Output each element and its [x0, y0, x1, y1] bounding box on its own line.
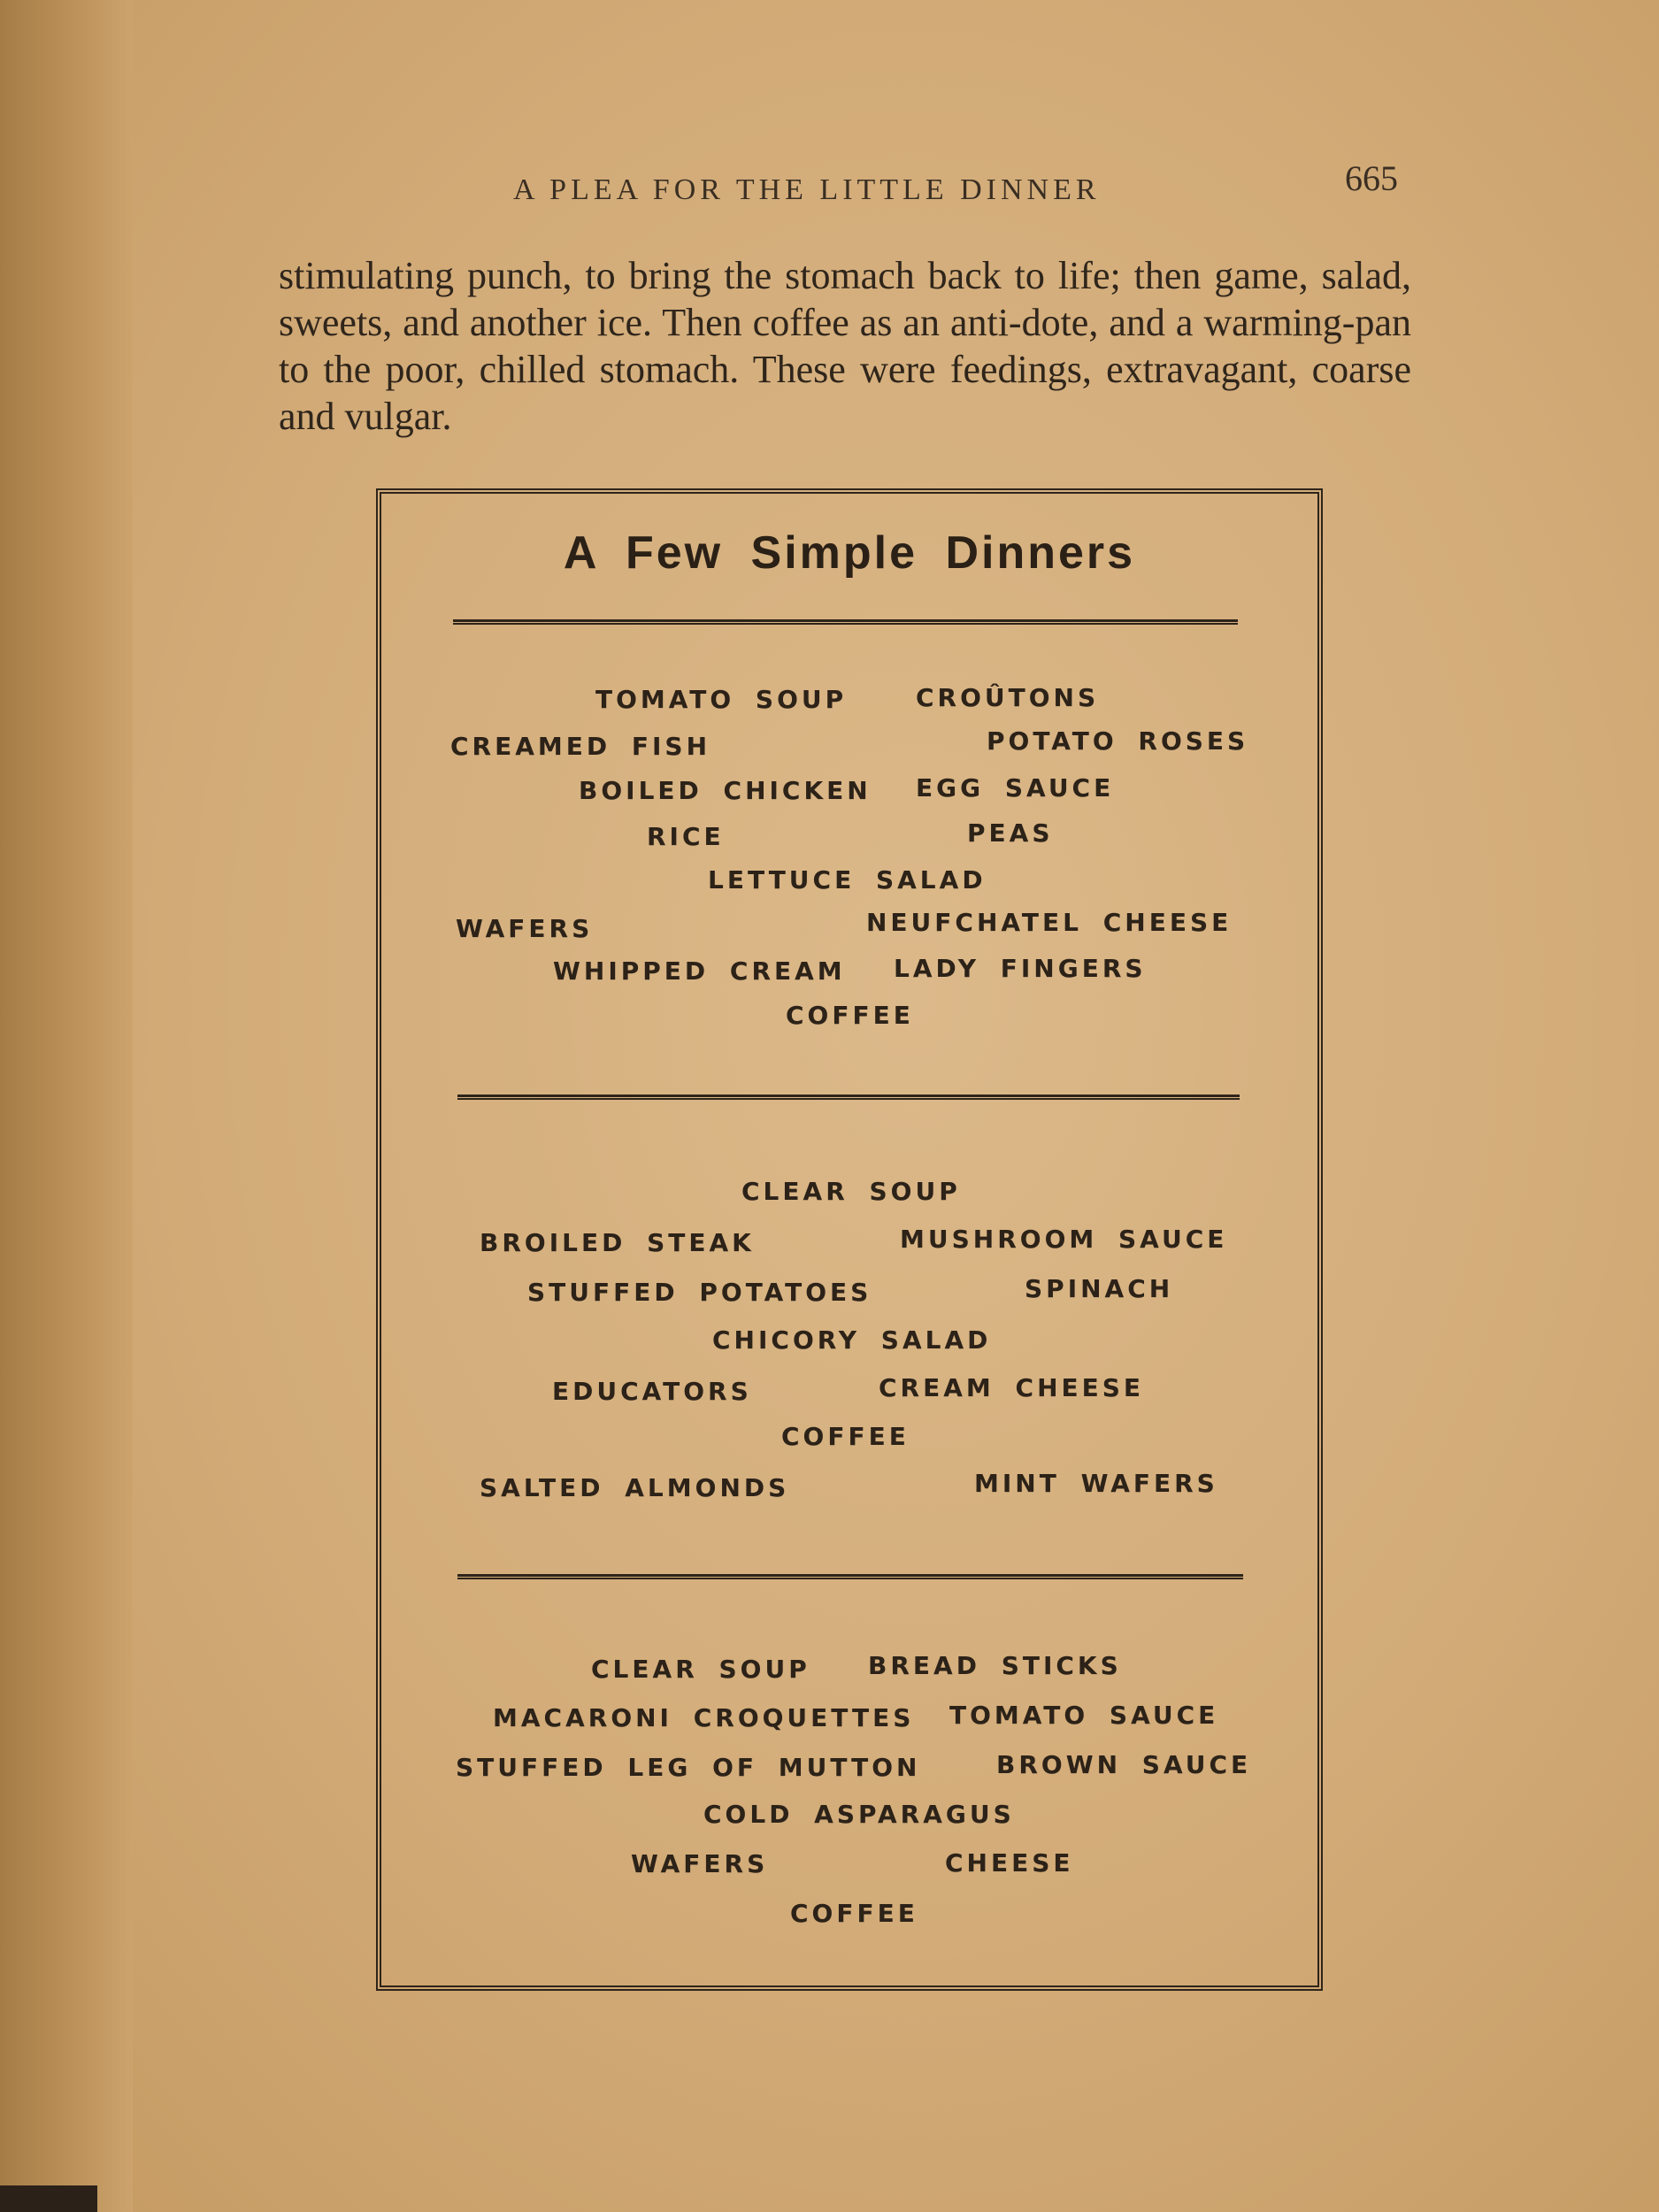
divider-rule [457, 1094, 1240, 1100]
divider-rule [453, 619, 1238, 625]
menu-item: COFFEE [781, 1422, 910, 1451]
menu-item: BOILED CHICKEN [579, 776, 872, 805]
menu-title: A Few Simple Dinners [563, 527, 1136, 579]
menu-item: EDUCATORS [552, 1377, 752, 1406]
menu-item: SALTED ALMONDS [480, 1473, 790, 1502]
menu-item: CHICORY SALAD [712, 1325, 992, 1355]
menu-item: COLD ASPARAGUS [703, 1800, 1015, 1829]
menu-item: EGG SAUCE [916, 773, 1115, 803]
menu-item: STUFFED POTATOES [527, 1278, 872, 1307]
menu-item: SPINACH [1025, 1274, 1174, 1303]
divider-rule [457, 1574, 1243, 1579]
page-edge-shadow [0, 2185, 97, 2212]
menu-item: MUSHROOM SAUCE [900, 1225, 1228, 1254]
menu-item: STUFFED LEG OF MUTTON [456, 1753, 921, 1782]
menu-item: BROWN SAUCE [996, 1750, 1252, 1779]
menu-item: COFFEE [786, 1001, 914, 1030]
running-head: A PLEA FOR THE LITTLE DINNER [513, 173, 1101, 206]
menu-item: MINT WAFERS [974, 1469, 1218, 1498]
menu-item: RICE [647, 822, 725, 851]
menu-item: CLEAR SOUP [741, 1177, 961, 1206]
menu-item: COFFEE [790, 1899, 918, 1928]
menu-item: POTATO ROSES [987, 726, 1249, 756]
menu-item: LADY FINGERS [894, 954, 1147, 983]
body-paragraph: stimulating punch, to bring the stomach back to life; then game, salad, sweets, and another ice. Then coffee as an anti-dote, and a warming-pan to the poor, chilled stomach. These were feedings, extravagant, coarse and vulgar. [279, 254, 1411, 438]
menu-item: TOMATO SAUCE [949, 1701, 1219, 1730]
menu-item: MACARONI CROQUETTES [493, 1703, 915, 1732]
menu-item: CREAM CHEESE [879, 1373, 1145, 1402]
menu-item: WAFERS [631, 1849, 769, 1878]
menu-item: PEAS [967, 818, 1054, 848]
menu-item: WHIPPED CREAM [553, 956, 846, 986]
menu-item: BREAD STICKS [868, 1651, 1122, 1680]
menu-item: CHEESE [945, 1848, 1074, 1878]
menu-item: CROÛTONS [916, 683, 1100, 712]
book-gutter [0, 0, 133, 2212]
menu-item: WAFERS [456, 914, 594, 943]
page-number: 665 [1345, 158, 1398, 198]
menu-item: CREAMED FISH [450, 732, 711, 761]
menu-item: LETTUCE SALAD [708, 865, 987, 895]
menu-item: CLEAR SOUP [591, 1655, 810, 1684]
menu-item: NEUFCHATEL CHEESE [866, 908, 1233, 937]
menu-item: BROILED STEAK [480, 1228, 755, 1257]
menu-item: TOMATO SOUP [595, 685, 848, 714]
